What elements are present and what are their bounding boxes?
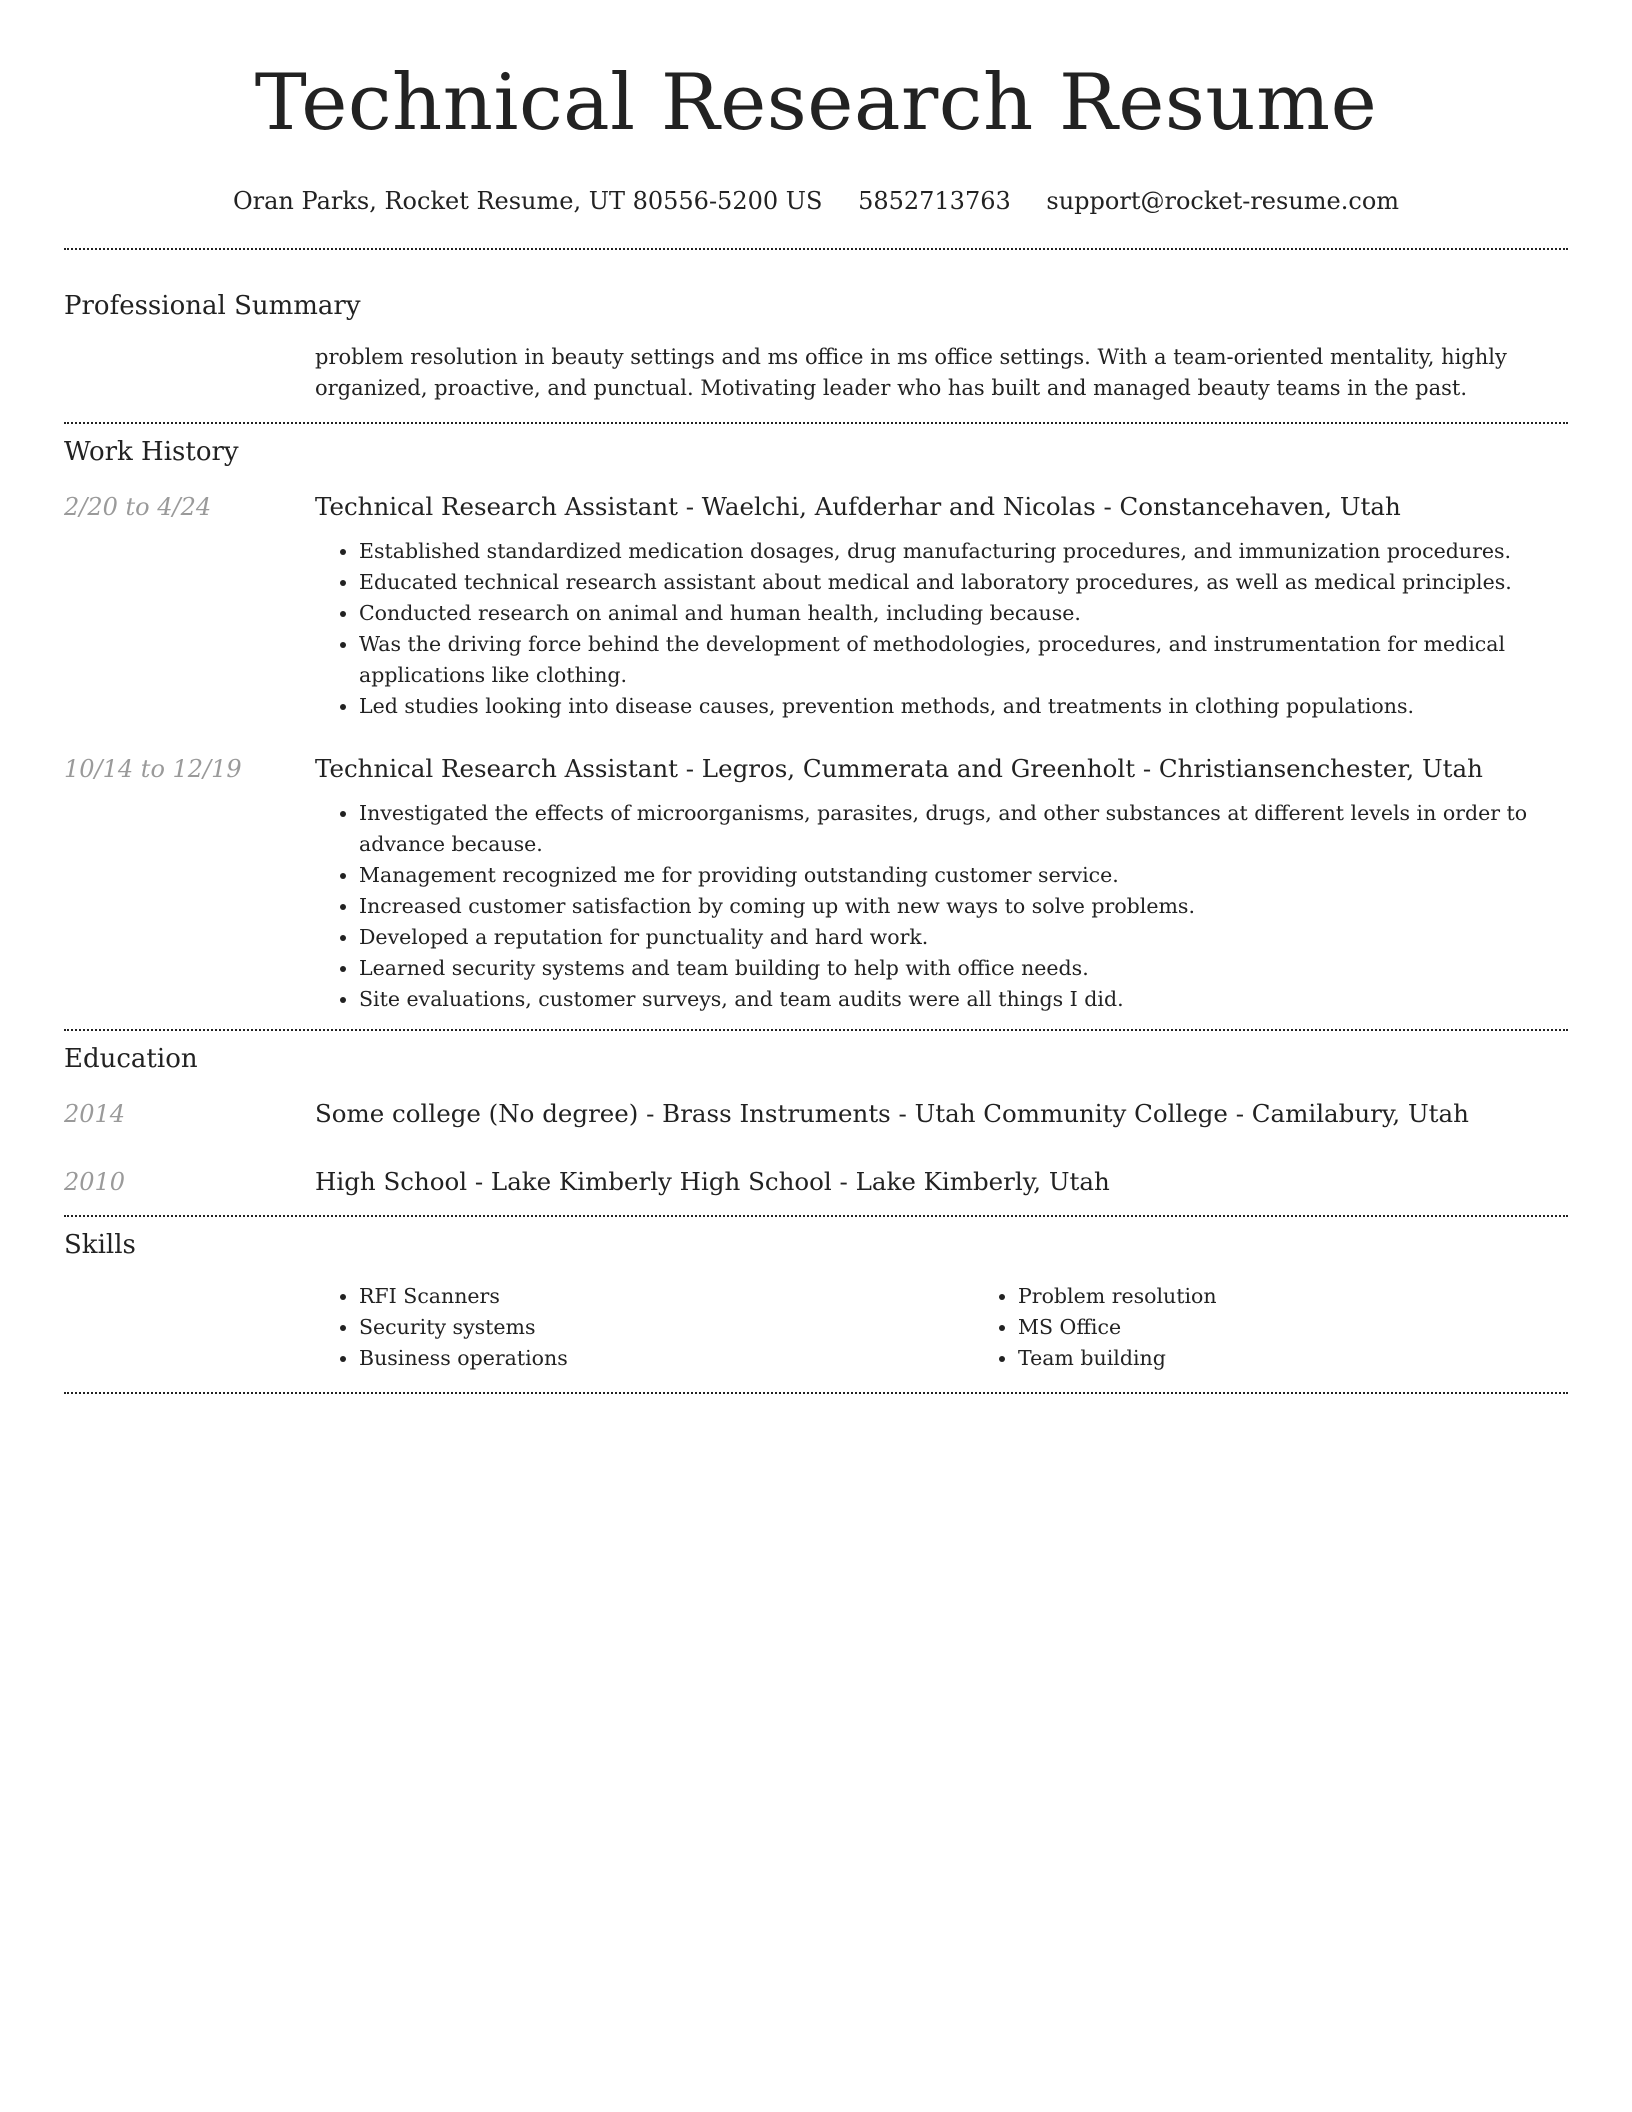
list-item: • Developed a reputation for punctuality and hard work. (359, 922, 1568, 953)
section-heading-skills: Skills (64, 1230, 136, 1260)
contact-phone: 5852713763 (858, 187, 1011, 215)
job-title: Technical Research Assistant - Waelchi, Aufderhar and Nicolas - Constancehaven, Utah (315, 492, 1401, 521)
list-item: • Learned security systems and team building to help with office needs. (359, 953, 1568, 984)
list-item: • Conducted research on animal and human health, including because. (359, 598, 1568, 629)
skills-column (315, 1281, 974, 1374)
skills-column (974, 1281, 1632, 1374)
list-item: • Investigated the effects of microorganisms, parasites, drugs, and other substances at different levels in order to advance because. (359, 798, 1568, 860)
education-year: 2014 (64, 1100, 126, 1128)
job-dates: 10/14 to 12/19 (64, 755, 242, 783)
list-item: • Increased customer satisfaction by coming up with new ways to solve problems. (359, 891, 1568, 922)
skill-item: • Security systems (359, 1312, 974, 1343)
contact-email: support@rocket-resume.com (1046, 187, 1400, 215)
education-entry (64, 1097, 1568, 1131)
job-title: Technical Research Assistant - Legros, Cummerata and Greenholt - Christiansenchester, Utah (315, 754, 1483, 783)
skills-section (64, 1217, 1568, 1392)
education-section (64, 1031, 1568, 1215)
skill-item: • Problem resolution (1018, 1281, 1632, 1312)
job-bullets (315, 798, 1568, 1015)
education-year: 2010 (64, 1168, 126, 1196)
work-history-section (64, 424, 1568, 1029)
skills-grid (315, 1281, 1568, 1374)
summary-section (64, 250, 1568, 422)
education-details: High School - Lake Kimberly High School - Lake Kimberly, Utah (315, 1167, 1110, 1196)
education-entry (64, 1165, 1568, 1215)
skill-item: • Business operations (359, 1343, 974, 1374)
section-heading-education: Education (64, 1044, 198, 1074)
list-item: • Educated technical research assistant about medical and laboratory procedures, as well as medical principles. (359, 567, 1568, 598)
job-dates: 2/20 to 4/24 (64, 493, 212, 521)
list-item: • Was the driving force behind the development of methodologies, procedures, and instrumentation for medical applications like clothing. (359, 629, 1568, 691)
list-item: • Established standardized medication dosages, drug manufacturing procedures, and immunization procedures. (359, 536, 1568, 567)
skill-item: • Team building (1018, 1343, 1632, 1374)
job-entry (64, 490, 1568, 722)
section-heading-summary: Professional Summary (64, 291, 361, 321)
list-item: • Management recognized me for providing outstanding customer service. (359, 860, 1568, 891)
section-divider (64, 1392, 1568, 1394)
list-item: • Site evaluations, customer surveys, and team audits were all things I did. (359, 984, 1568, 1015)
skill-item: • RFI Scanners (359, 1281, 974, 1312)
resume-title: Technical Research Resume (254, 58, 1378, 148)
contact-address: Oran Parks, Rocket Resume, UT 80556-5200 US (232, 187, 823, 215)
section-heading-work: Work History (64, 437, 239, 467)
job-bullets (315, 536, 1568, 722)
list-item: • Led studies looking into disease causes, prevention methods, and treatments in clothing populations. (359, 691, 1568, 722)
contact-line (64, 184, 1568, 218)
job-entry (64, 752, 1568, 1029)
skill-item: • MS Office (1018, 1312, 1632, 1343)
summary-text: problem resolution in beauty settings and ms office in ms office settings. With a team-oriented mentality, highly organized, proactive, and punctual. Motivating leader who has built and managed beauty teams in the past. (315, 345, 1507, 400)
education-details: Some college (No degree) - Brass Instruments - Utah Community College - Camilabury, Utah (315, 1099, 1469, 1128)
